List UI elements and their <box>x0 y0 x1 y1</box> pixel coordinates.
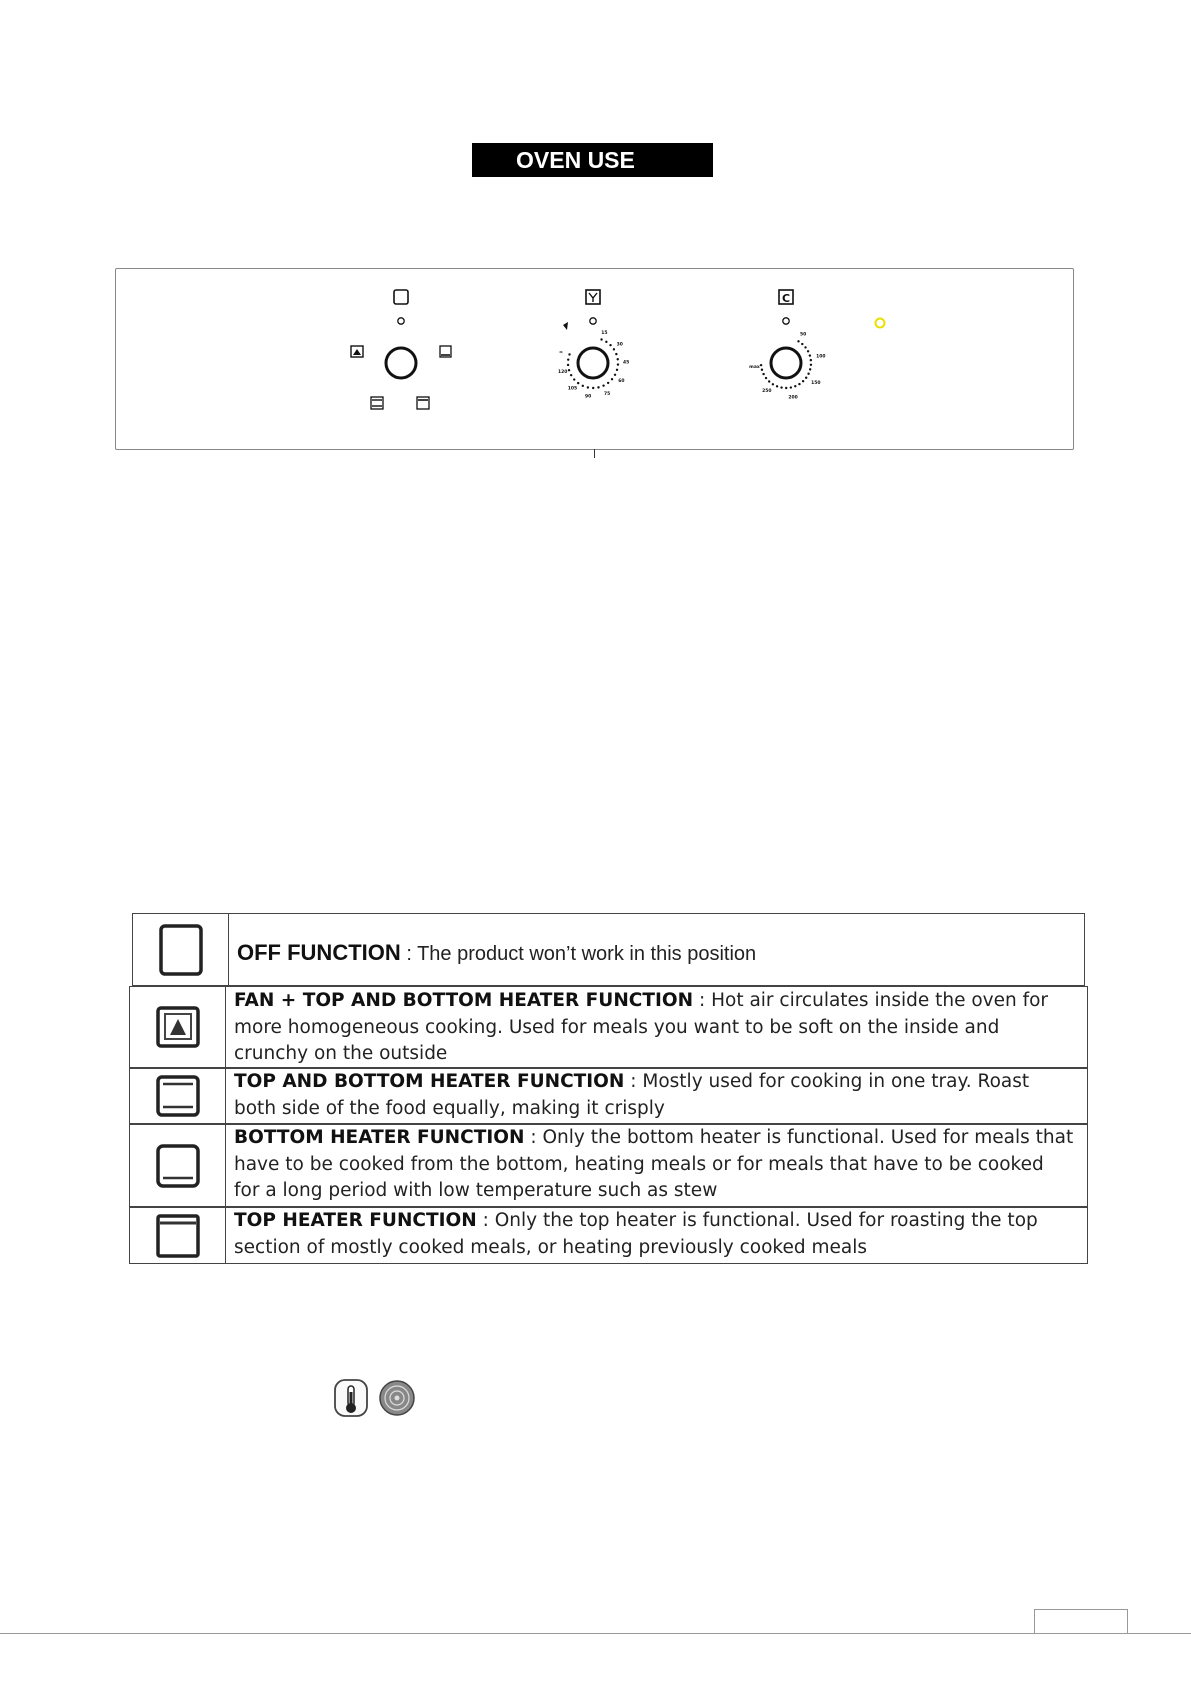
scale-dot <box>804 346 806 348</box>
table-row <box>132 913 1085 986</box>
scale-label: 60 <box>618 379 625 385</box>
scale-dot <box>797 340 799 342</box>
hand-icon <box>563 322 568 330</box>
function-description: : The product won’t work in this position <box>400 943 757 965</box>
scale-dot <box>615 353 617 355</box>
control-panel-diagram <box>115 268 1074 450</box>
scale-label: 90 <box>584 394 592 400</box>
scale-dot <box>807 350 809 352</box>
function-description: : Only the bottom heater is functional. Used for meals that have to be cooked from the bottom, heating meals or for meals that have to be cooked for a long period with low temperature such as stew <box>234 1127 1074 1201</box>
bottom-icon-group <box>333 1378 423 1422</box>
scale-label: 120 <box>557 369 568 375</box>
scale-dot <box>761 369 763 371</box>
timer-knob <box>558 290 629 400</box>
function-description: : Only the top heater is functional. Used for roasting the top section of mostly cooked meals, or heating previously cooked meals <box>234 1210 1038 1258</box>
scale-dot <box>762 373 764 375</box>
scale-dot <box>570 374 572 376</box>
scale-dot <box>597 386 599 388</box>
scale-dot <box>613 348 615 350</box>
scale-dot <box>801 343 803 345</box>
scale-dot <box>614 374 616 376</box>
top-heater-icon <box>417 397 429 409</box>
timer-knob-dial <box>578 348 608 378</box>
knob-marker <box>590 318 596 324</box>
scale-dot <box>780 386 782 388</box>
scale-label: 75 <box>603 391 611 397</box>
icon-cell <box>130 1208 226 1263</box>
scale-label: 105 <box>567 386 578 392</box>
scale-dot <box>616 369 618 371</box>
scale-dot <box>617 363 619 365</box>
scale-dot <box>567 364 569 366</box>
scale-dot <box>768 380 770 382</box>
scale-dot <box>809 354 811 356</box>
table-row <box>129 1068 1088 1124</box>
bottom-icons-svg <box>333 1378 423 1418</box>
timer-icon <box>586 290 600 304</box>
scale-dot <box>802 380 804 382</box>
thermometer-icon <box>335 1380 367 1416</box>
function-text <box>234 1069 1075 1122</box>
fan-icon <box>380 1381 414 1415</box>
function-knob <box>351 290 451 409</box>
thermostat-knob-dial <box>771 348 801 378</box>
scale-dot <box>592 387 594 389</box>
timer-scale <box>558 330 629 400</box>
function-description: : Mostly used for cooking in one tray. Roast both side of the food equally, making it crisply <box>234 1071 1030 1119</box>
scale-label: 50 <box>800 332 807 338</box>
thermostat-knob <box>749 290 825 401</box>
function-text <box>234 1208 1075 1261</box>
scale-dot <box>809 368 811 370</box>
scale-dot <box>600 338 602 340</box>
scale-label: 45 <box>622 360 630 366</box>
scale-dot <box>805 377 807 379</box>
icon-cell <box>130 1125 226 1206</box>
scale-label: ∞ <box>558 350 563 356</box>
scale-dot <box>602 384 604 386</box>
top-bottom-heater-icon <box>371 397 383 409</box>
scale-dot <box>776 385 778 387</box>
scale-dot <box>760 364 762 366</box>
footer-line <box>0 1633 1191 1634</box>
top-bottom-heater-icon <box>155 1074 201 1118</box>
page-title: OVEN USE <box>472 143 713 177</box>
scale-label: 150 <box>811 381 821 387</box>
scale-label: max <box>749 364 760 370</box>
scale-dot <box>807 373 809 375</box>
off-square-icon <box>158 923 204 977</box>
top-heater-icon <box>155 1213 201 1259</box>
scale-dot <box>605 341 607 343</box>
scale-dot <box>810 359 812 361</box>
knob-marker <box>398 318 404 324</box>
scale-dot <box>568 369 570 371</box>
thermostat-icon <box>779 290 793 305</box>
svg-text:C: C <box>782 292 791 305</box>
scale-label: 250 <box>762 388 772 394</box>
function-text <box>234 1125 1075 1205</box>
function-name: OFF FUNCTION <box>237 940 401 965</box>
indicator-light <box>876 319 885 328</box>
scale-dot <box>790 386 792 388</box>
scale-dot <box>810 364 812 366</box>
scale-dot <box>582 385 584 387</box>
knob-marker <box>783 318 789 324</box>
icon-cell <box>130 1069 226 1123</box>
scale-dot <box>568 353 570 355</box>
bottom-heater-icon <box>155 1143 201 1189</box>
scale-dot <box>617 358 619 360</box>
function-text <box>234 988 1075 1068</box>
function-description: : Hot air circulates inside the oven for more homogeneous cooking. Used for meals you want to be soft on the inside and crunchy on the outside <box>234 990 1049 1064</box>
function-text <box>237 940 1072 968</box>
control-panel-svg <box>116 269 1073 449</box>
fan-top-bottom-icon <box>351 346 363 357</box>
function-table <box>129 913 1088 1264</box>
scale-label: 15 <box>601 330 608 336</box>
scale-label: 200 <box>788 395 798 401</box>
scale-dot <box>607 382 609 384</box>
scale-dot <box>577 382 579 384</box>
function-knob-dial <box>386 348 416 378</box>
panel-tick <box>594 449 595 458</box>
scale-label: 100 <box>816 354 826 360</box>
function-name: TOP HEATER FUNCTION <box>234 1210 477 1231</box>
function-name: TOP AND BOTTOM HEATER FUNCTION <box>234 1071 625 1092</box>
function-name: BOTTOM HEATER FUNCTION <box>234 1127 525 1148</box>
page-number-tab <box>1034 1609 1128 1633</box>
scale-label: 30 <box>616 342 623 348</box>
scale-dot <box>611 378 613 380</box>
thermostat-scale <box>749 332 825 401</box>
table-row <box>129 986 1088 1068</box>
scale-dot <box>765 377 767 379</box>
function-name: FAN + TOP AND BOTTOM HEATER FUNCTION <box>234 990 694 1011</box>
scale-dot <box>587 386 589 388</box>
scale-dot <box>573 378 575 380</box>
scale-dot <box>785 387 787 389</box>
fan-top-bottom-icon <box>155 1005 201 1049</box>
icon-cell <box>133 914 229 985</box>
scale-dot <box>772 383 774 385</box>
off-square-icon <box>394 290 408 304</box>
icon-cell <box>130 987 226 1067</box>
scale-dot <box>567 358 569 360</box>
table-row <box>129 1124 1088 1207</box>
bottom-heater-icon <box>440 346 451 357</box>
scale-dot <box>798 383 800 385</box>
scale-dot <box>609 344 611 346</box>
scale-dot <box>794 385 796 387</box>
table-row <box>129 1207 1088 1264</box>
